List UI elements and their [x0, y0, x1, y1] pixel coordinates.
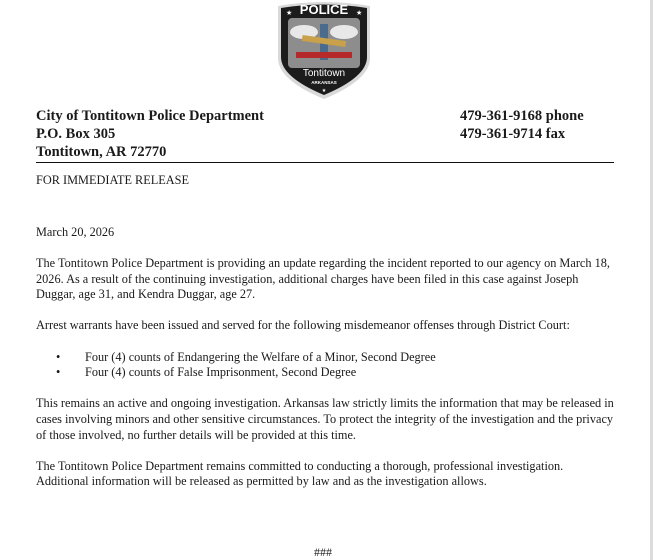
po-box: P.O. Box 305 — [36, 126, 116, 142]
svg-text:★: ★ — [356, 9, 363, 17]
paragraph-ongoing: This remains an active and ongoing investigation. Arkansas law strictly limits the information that may be released in cases involving minors and other sensitive circumstances. To protect the integrity of the investigation and the privacy of those involved, no further details will be provided at this time. — [36, 396, 614, 442]
charges-list — [36, 350, 616, 381]
svg-text:POLICE: POLICE — [299, 2, 349, 17]
charge-item: • Four (4) counts of Endangering the Welfare of a Minor, Second Degree — [56, 350, 616, 366]
police-badge-logo — [274, 0, 374, 100]
contact-numbers — [460, 107, 584, 143]
phone-number: 479-361-9168 phone — [460, 108, 584, 124]
svg-text:ARKANSAS: ARKANSAS — [311, 80, 337, 85]
city-state-zip: Tontitown, AR 72770 — [36, 144, 167, 160]
fax-number: 479-361-9714 fax — [460, 126, 566, 142]
paragraph-commitment: The Tontitown Police Department remains committed to conducting a thorough, professional investigation. Additional information will be released as permitted by law and as the investigation allows. — [36, 458, 564, 489]
header-divider — [36, 162, 614, 163]
paragraph-update: The Tontitown Police Department is providing an update regarding the incident reported to our agency on March 18, 2026. As a result of the continuing investigation, additional charges have been filed in this case against Joseph Duggar, age 31, and Kendra Duggar, age 27. — [36, 255, 610, 302]
department-name: City of Tontitown Police Department — [36, 108, 264, 124]
paragraph-warrants: Arrest warrants have been issued and served for the following misdemeanor offenses through District Court: — [36, 318, 570, 333]
svg-text:Tontitown: Tontitown — [302, 68, 346, 79]
svg-text:★: ★ — [286, 9, 293, 17]
press-release-body — [36, 173, 616, 490]
end-mark: ### — [314, 545, 332, 559]
department-address — [36, 107, 264, 161]
charge-item: • Four (4) counts of False Imprisonment, Second Degree — [56, 365, 616, 381]
release-label: FOR IMMEDIATE RELEASE — [36, 173, 190, 187]
release-date: March 20, 2026 — [36, 224, 115, 239]
svg-text:★: ★ — [321, 89, 327, 94]
